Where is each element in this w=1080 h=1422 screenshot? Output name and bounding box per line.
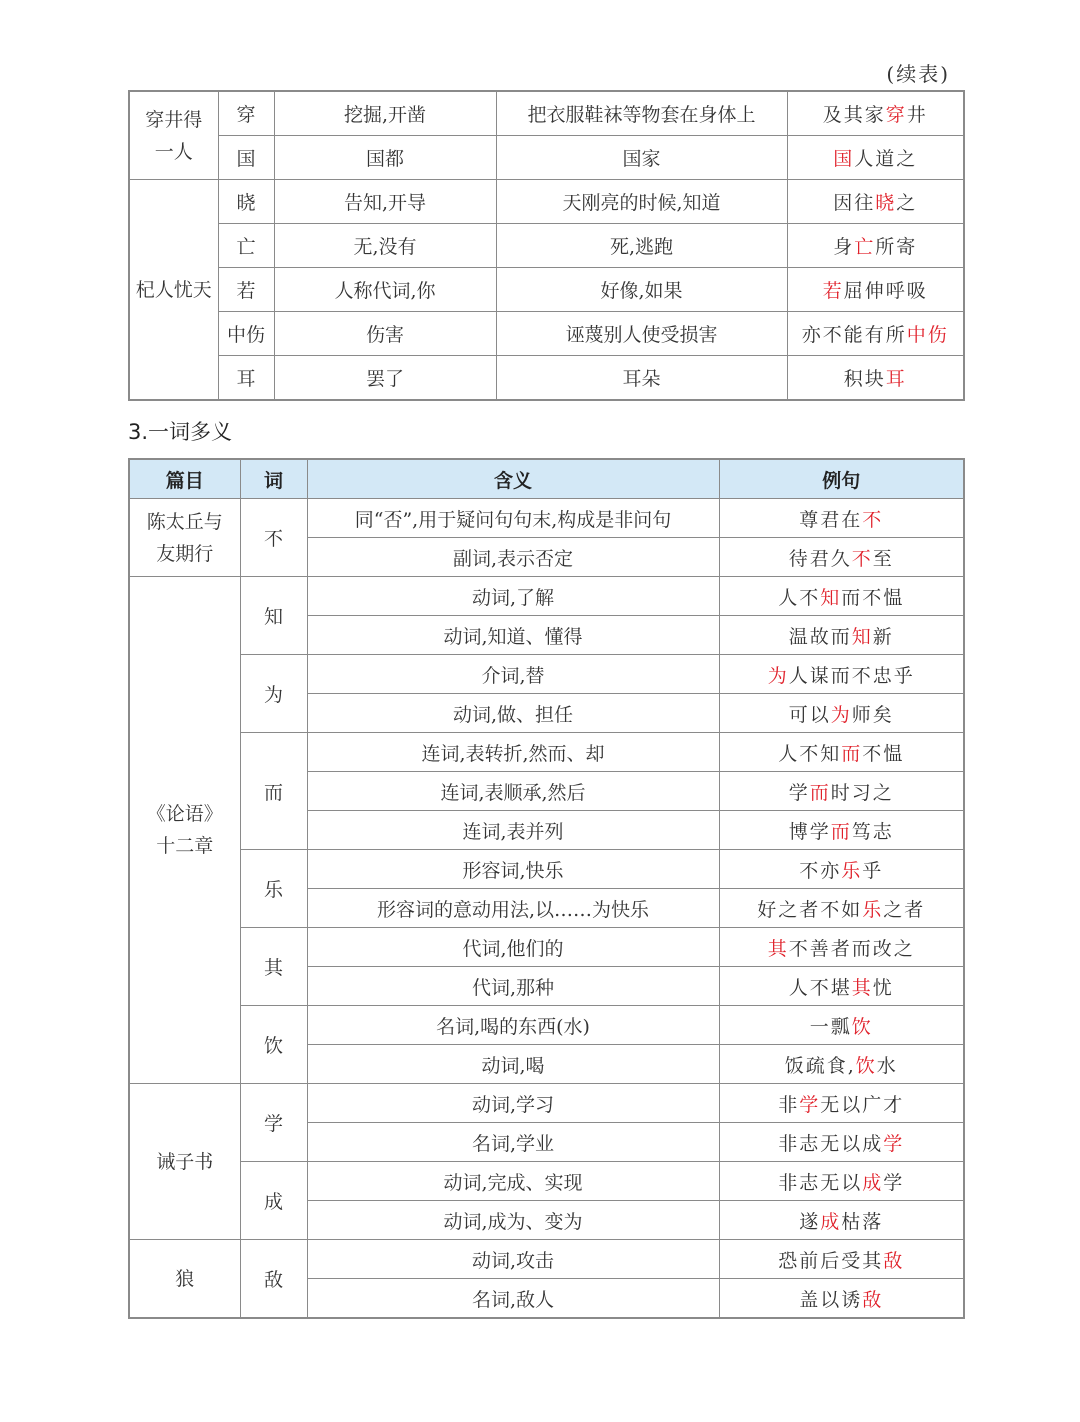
example-cell xyxy=(719,1279,964,1319)
table-row xyxy=(129,136,964,180)
chapter-title-line: 《论语》 xyxy=(146,803,223,825)
meaning-cell: 连词,表顺承,然后 xyxy=(307,772,719,811)
example-cell xyxy=(719,1162,964,1201)
example-cell xyxy=(787,180,964,224)
example-text: 水 xyxy=(876,1054,898,1077)
example-highlight: 而 xyxy=(830,820,852,843)
example-cell xyxy=(719,772,964,811)
example-highlight: 耳 xyxy=(885,368,907,390)
example-text: 亦不能有所 xyxy=(801,324,907,346)
example-text: 之 xyxy=(896,192,918,214)
example-cell xyxy=(787,312,964,356)
example-text: 枯落 xyxy=(841,1210,884,1233)
example-text: 遂 xyxy=(799,1210,821,1233)
word-cell: 学 xyxy=(240,1084,307,1162)
example-text: 盖以诱 xyxy=(799,1288,863,1311)
example-text: 屈伸呼吸 xyxy=(843,280,928,302)
example-cell xyxy=(787,268,964,312)
example-text: 温故而 xyxy=(788,625,852,648)
example-cell xyxy=(719,1123,964,1162)
meaning-cell: 名词,学业 xyxy=(307,1123,719,1162)
example-text: 至 xyxy=(872,547,894,570)
meaning-cell: 动词,攻击 xyxy=(307,1240,719,1279)
example-highlight: 不 xyxy=(851,547,873,570)
table-row xyxy=(129,91,964,136)
example-cell xyxy=(719,577,964,616)
example-highlight: 亡 xyxy=(854,236,876,258)
table-row xyxy=(129,1084,964,1123)
table-row xyxy=(129,268,964,312)
example-cell xyxy=(719,499,964,538)
word-cell: 乐 xyxy=(240,850,307,928)
table-row xyxy=(129,733,964,772)
chapter-cell xyxy=(129,1240,240,1319)
example-text: 不亦 xyxy=(799,859,842,882)
example-text: 人不堪 xyxy=(788,976,852,999)
example-text: 积块 xyxy=(843,368,886,390)
chapter-title-line: 一人 xyxy=(154,140,193,163)
meaning-cell: 代词,那种 xyxy=(307,967,719,1006)
chapter-title-line: 诫子书 xyxy=(156,1150,214,1173)
header-example: 例句 xyxy=(719,459,964,499)
example-text: 因往 xyxy=(833,192,876,214)
example-cell xyxy=(719,538,964,577)
table-row xyxy=(129,1162,964,1201)
ancient-meaning-cell: 挖掘,开凿 xyxy=(274,91,496,136)
example-text: 所寄 xyxy=(875,236,918,258)
modern-meaning-cell: 死,逃跑 xyxy=(496,224,787,268)
example-text: 恐前后受其 xyxy=(778,1249,884,1272)
ancient-meaning-cell: 告知,开导 xyxy=(274,180,496,224)
example-text: 忧 xyxy=(872,976,894,999)
table-row xyxy=(129,655,964,694)
example-text: 不愠 xyxy=(862,742,905,765)
example-cell xyxy=(719,889,964,928)
modern-meaning-cell: 诬蔑别人使受损害 xyxy=(496,312,787,356)
modern-meaning-cell: 国家 xyxy=(496,136,787,180)
chapter-cell xyxy=(129,91,218,180)
continued-label: (续表) xyxy=(886,62,950,86)
example-cell xyxy=(719,1084,964,1123)
example-text: 时习之 xyxy=(830,781,894,804)
table-row xyxy=(129,928,964,967)
ancient-meaning-cell: 罢了 xyxy=(274,356,496,401)
word-cell: 敌 xyxy=(240,1240,307,1319)
ancient-meaning-cell: 无,没有 xyxy=(274,224,496,268)
example-highlight: 乐 xyxy=(841,859,863,882)
example-cell xyxy=(719,616,964,655)
word-cell: 饮 xyxy=(240,1006,307,1084)
example-highlight: 敌 xyxy=(862,1288,884,1311)
chapter-title-line: 狼 xyxy=(175,1267,195,1290)
chapter-cell xyxy=(129,577,240,1084)
table-row xyxy=(129,1240,964,1279)
example-text: 可以 xyxy=(788,703,831,726)
chapter-cell xyxy=(129,180,218,401)
example-text: 而不愠 xyxy=(841,586,905,609)
example-text: 及其家 xyxy=(822,104,886,126)
meaning-cell: 动词,成为、变为 xyxy=(307,1201,719,1240)
example-cell xyxy=(719,850,964,889)
ancient-meaning-cell: 国都 xyxy=(274,136,496,180)
example-text: 无以广才 xyxy=(820,1093,905,1116)
chapter-title-line: 陈太丘与 xyxy=(146,510,223,533)
example-highlight: 中伤 xyxy=(906,324,949,346)
example-cell xyxy=(719,694,964,733)
meaning-cell: 动词,完成、实现 xyxy=(307,1162,719,1201)
header-meaning: 含义 xyxy=(307,459,719,499)
example-highlight: 为 xyxy=(830,703,852,726)
header-word: 词 xyxy=(240,459,307,499)
example-text: 饭疏食, xyxy=(784,1054,856,1077)
example-highlight: 国 xyxy=(833,148,855,170)
polysemy-table xyxy=(128,458,965,1319)
section-title: 3.一词多义 xyxy=(128,420,233,444)
ancient-meaning-cell: 伤害 xyxy=(274,312,496,356)
example-text: 井 xyxy=(906,104,928,126)
example-cell xyxy=(787,224,964,268)
word-cell: 而 xyxy=(240,733,307,850)
example-text: 新 xyxy=(872,625,894,648)
table-row xyxy=(129,499,964,538)
example-cell xyxy=(787,91,964,136)
example-text: 身 xyxy=(833,236,855,258)
word-cell: 亡 xyxy=(218,224,274,268)
example-cell xyxy=(719,733,964,772)
example-highlight: 而 xyxy=(841,742,863,765)
word-cell: 中伤 xyxy=(218,312,274,356)
word-cell: 耳 xyxy=(218,356,274,401)
table-row xyxy=(129,224,964,268)
example-cell xyxy=(719,811,964,850)
example-highlight: 不 xyxy=(862,508,884,531)
example-cell xyxy=(719,1045,964,1084)
example-highlight: 而 xyxy=(809,781,831,804)
example-text: 非志无以成 xyxy=(778,1132,884,1155)
meaning-cell: 连词,表转折,然而、却 xyxy=(307,733,719,772)
example-cell xyxy=(719,1201,964,1240)
word-cell: 不 xyxy=(240,499,307,577)
modern-meaning-cell: 耳朵 xyxy=(496,356,787,401)
example-text: 乎 xyxy=(862,859,884,882)
modern-meaning-cell: 把衣服鞋袜等物套在身体上 xyxy=(496,91,787,136)
table-row xyxy=(129,356,964,401)
meaning-cell: 形容词的意动用法,以……为快乐 xyxy=(307,889,719,928)
example-highlight: 敌 xyxy=(883,1249,905,1272)
example-text: 人不 xyxy=(778,586,821,609)
example-text: 不善者而改之 xyxy=(788,937,915,960)
meaning-cell: 动词,做、担任 xyxy=(307,694,719,733)
table-row xyxy=(129,577,964,616)
meaning-cell: 名词,敌人 xyxy=(307,1279,719,1319)
meaning-cell: 形容词,快乐 xyxy=(307,850,719,889)
example-cell xyxy=(719,1240,964,1279)
example-highlight: 其 xyxy=(851,976,873,999)
word-cell: 成 xyxy=(240,1162,307,1240)
example-text: 非 xyxy=(778,1093,800,1116)
example-text: 待君久 xyxy=(788,547,852,570)
example-text: 之者 xyxy=(883,898,926,921)
word-cell: 其 xyxy=(240,928,307,1006)
example-highlight: 成 xyxy=(820,1210,842,1233)
meaning-cell: 动词,喝 xyxy=(307,1045,719,1084)
example-highlight: 晓 xyxy=(875,192,897,214)
example-text: 人谋而不忠乎 xyxy=(788,664,915,687)
example-cell xyxy=(787,136,964,180)
table-row xyxy=(129,180,964,224)
word-cell: 若 xyxy=(218,268,274,312)
meaning-cell: 代词,他们的 xyxy=(307,928,719,967)
header-row xyxy=(129,459,964,499)
meaning-cell: 同“否”,用于疑问句句末,构成是非问句 xyxy=(307,499,719,538)
example-text: 师矣 xyxy=(851,703,894,726)
example-highlight: 为 xyxy=(767,664,789,687)
example-text: 一瓢 xyxy=(809,1015,852,1038)
meaning-cell: 副词,表示否定 xyxy=(307,538,719,577)
chapter-title-line: 杞人忧天 xyxy=(135,278,212,301)
example-cell xyxy=(787,356,964,401)
word-cell: 国 xyxy=(218,136,274,180)
table-row xyxy=(129,850,964,889)
example-cell xyxy=(719,967,964,1006)
example-highlight: 知 xyxy=(820,586,842,609)
example-highlight: 饮 xyxy=(855,1054,877,1077)
chapter-cell xyxy=(129,499,240,577)
example-text: 人道之 xyxy=(854,148,918,170)
example-highlight: 饮 xyxy=(851,1015,873,1038)
example-highlight: 其 xyxy=(767,937,789,960)
example-text: 学 xyxy=(883,1171,905,1194)
example-text: 笃志 xyxy=(851,820,894,843)
chapter-title-line: 穿井得 xyxy=(145,108,203,131)
example-cell xyxy=(719,1006,964,1045)
example-text: 好之者不如 xyxy=(757,898,863,921)
meaning-cell: 介词,替 xyxy=(307,655,719,694)
example-highlight: 乐 xyxy=(862,898,884,921)
table-row xyxy=(129,312,964,356)
meaning-cell: 名词,喝的东西(水) xyxy=(307,1006,719,1045)
meaning-cell: 连词,表并列 xyxy=(307,811,719,850)
chapter-title-line: 友期行 xyxy=(156,542,214,565)
meaning-cell: 动词,学习 xyxy=(307,1084,719,1123)
example-text: 非志无以 xyxy=(778,1171,863,1194)
example-text: 人不知 xyxy=(778,742,842,765)
example-text: 博学 xyxy=(788,820,831,843)
meaning-cell: 动词,知道、懂得 xyxy=(307,616,719,655)
chapter-title-line: 十二章 xyxy=(156,835,214,857)
modern-meaning-cell: 天刚亮的时候,知道 xyxy=(496,180,787,224)
header-chapter: 篇目 xyxy=(129,459,240,499)
example-highlight: 成 xyxy=(862,1171,884,1194)
chapter-cell xyxy=(129,1084,240,1240)
word-cell: 穿 xyxy=(218,91,274,136)
example-highlight: 穿 xyxy=(885,104,907,126)
word-cell: 为 xyxy=(240,655,307,733)
word-cell: 知 xyxy=(240,577,307,655)
table-row xyxy=(129,1006,964,1045)
example-cell xyxy=(719,655,964,694)
example-text: 尊君在 xyxy=(799,508,863,531)
example-text: 学 xyxy=(788,781,810,804)
meaning-cell: 动词,了解 xyxy=(307,577,719,616)
word-cell: 晓 xyxy=(218,180,274,224)
example-highlight: 知 xyxy=(851,625,873,648)
modern-meaning-cell: 好像,如果 xyxy=(496,268,787,312)
ancient-meaning-cell: 人称代词,你 xyxy=(274,268,496,312)
example-cell xyxy=(719,928,964,967)
example-highlight: 学 xyxy=(799,1093,821,1116)
example-highlight: 学 xyxy=(883,1132,905,1155)
word-comparison-table xyxy=(128,90,965,401)
example-highlight: 若 xyxy=(822,280,844,302)
